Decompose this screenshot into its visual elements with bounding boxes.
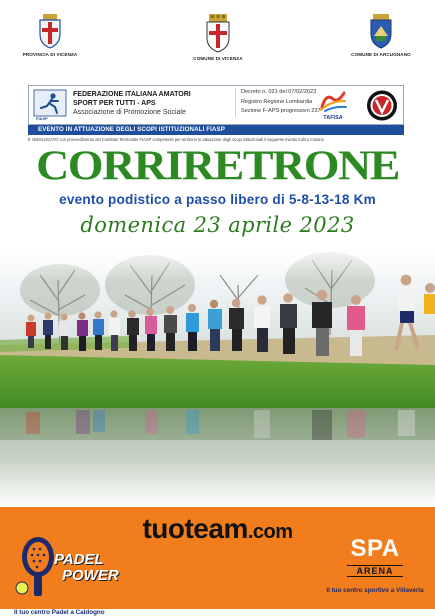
fiasp-decree-block (235, 88, 321, 117)
fiasp-logo-text: FIASP (36, 116, 48, 121)
decree-line-2: Registro Regione Lombardia (241, 98, 313, 105)
padel-line-1: PADEL (54, 551, 104, 568)
decree-line-3: Sezione F-APS progressivo 237 (241, 108, 321, 114)
spa-arena-sponsor (320, 537, 430, 594)
arcugnano-caption: COMUNE DI ARCUGNANO (351, 52, 411, 57)
event-date: domenica 23 aprile 2023 (80, 213, 355, 237)
fiasp-logo (33, 89, 67, 122)
event-subtitle: evento podistico a passo libero di 5-8-13-18 Km (59, 192, 376, 207)
tuoteam-suffix: .com (247, 521, 293, 543)
fiasp-banner: EVENTO IN ATTUAZIONE DEGLI SCOPI ISTITUZIONALI FIASP (28, 125, 404, 135)
comune-arcugnano-crest (336, 14, 426, 57)
tafisa-text: TAFISA (323, 115, 343, 121)
provincia-vicenza-crest (5, 14, 95, 57)
fiasp-name-block (73, 90, 191, 117)
padel-power-sponsor (12, 533, 152, 616)
fiasp-line-1: FEDERAZIONE ITALIANA AMATORI (73, 91, 191, 98)
fiasp-header-box (28, 85, 404, 125)
spa-tagline: Il tuo centro sportivo a Villaverla (326, 587, 424, 594)
spa-arena-label: ARENA (347, 565, 402, 577)
omologato-note: È OMOLOGATO con provvedimento del Comitato Territoriale FIASP competente per territorio in attuazione degli scopi istituzionali il seguente evento ludico motorio (28, 137, 324, 142)
fiasp-runner-icon (33, 89, 67, 117)
ivv-emblem-icon (365, 89, 399, 122)
provincia-caption: PROVINCIA DI VICENZA (22, 52, 78, 57)
comune-vicenza-crest-icon (204, 14, 232, 52)
spa-name: SPA (350, 535, 400, 562)
sponsor-footer (0, 507, 435, 616)
provincia-crest-icon (37, 14, 63, 48)
comune-vicenza-crest (173, 14, 263, 61)
ivv-logo (365, 89, 399, 122)
comune-vicenza-caption: COMUNE DI VICENZA (193, 56, 243, 61)
event-title: CORRIRETRONE (36, 141, 399, 189)
tafisa-logo (316, 89, 350, 122)
decree-line-1: Decreto n. 021 del 07/02/2023 (241, 89, 317, 95)
walkers-photo-illustration (0, 240, 435, 507)
event-photo (0, 240, 435, 507)
tuoteam-name: tuoteam (142, 513, 248, 544)
padel-line-2: POWER (62, 567, 119, 584)
arcugnano-crest-icon (368, 14, 394, 48)
fiasp-line-2: SPORT PER TUTTI - APS (73, 100, 156, 107)
padel-tagline: Il tuo centro Padel a Caldogno (14, 609, 105, 616)
tafisa-swoosh-icon (316, 89, 350, 113)
fiasp-line-3: Associazione di Promozione Sociale (73, 109, 186, 116)
